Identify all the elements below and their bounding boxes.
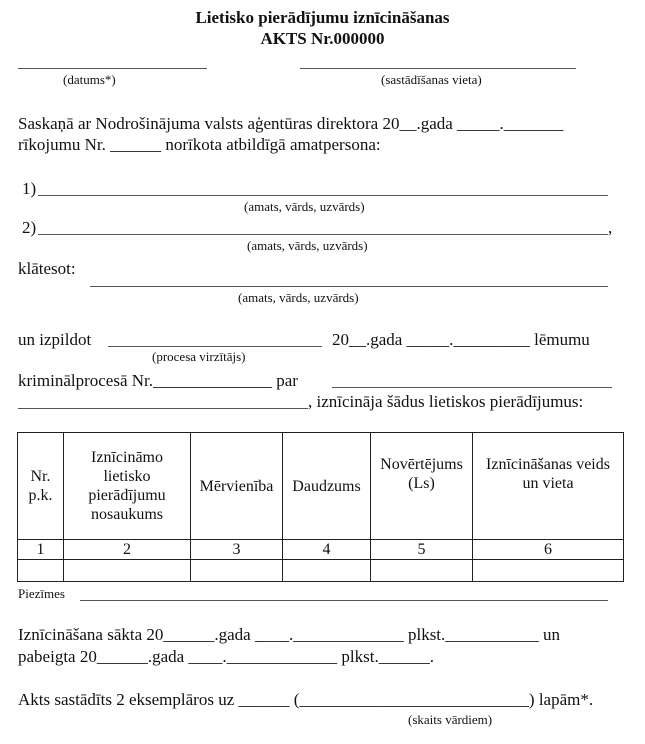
- order-paragraph-line2: rīkojumu Nr. ______ norīkota atbildīgā amatpersona:: [18, 135, 381, 154]
- present-person-field-line[interactable]: [90, 286, 608, 287]
- copies-statement: Akts sastādīts 2 eksemplāros uz ______ (___________________________) lapām*.: [18, 690, 594, 709]
- header-nr: Nr. p.k.: [18, 433, 64, 540]
- column-number: 5: [371, 540, 473, 560]
- case-subject-continuation-line[interactable]: [18, 408, 308, 409]
- evidence-table: [17, 432, 624, 582]
- official-2-comma: ,: [608, 218, 613, 237]
- column-number: 6: [473, 540, 624, 560]
- decision-date-text: 20__.gada _____._________ lēmumu: [332, 330, 590, 349]
- process-director-caption: (procesa virzītājs): [152, 349, 246, 364]
- column-number: 4: [283, 540, 371, 560]
- table-cell[interactable]: [371, 560, 473, 582]
- table-cell[interactable]: [18, 560, 64, 582]
- place-field-line[interactable]: [300, 68, 576, 69]
- header-quantity: Daudzums: [283, 433, 371, 540]
- place-caption: (sastādīšanas vieta): [381, 72, 482, 87]
- table-cell[interactable]: [473, 560, 624, 582]
- column-number: 2: [64, 540, 191, 560]
- date-field-line[interactable]: [18, 68, 207, 69]
- official-2-caption: (amats, vārds, uzvārds): [247, 238, 368, 253]
- destruction-end-text: pabeigta 20______.gada ____._____________ plkst.______.: [18, 647, 434, 666]
- destruction-start-text: Iznīcināšana sākta 20______.gada ____._____________ plkst.___________ un: [18, 625, 561, 644]
- present-person-caption: (amats, vārds, uzvārds): [238, 290, 359, 305]
- table-row: [18, 560, 624, 582]
- official-2-field-line[interactable]: [38, 234, 608, 235]
- present-label: klātesot:: [18, 259, 76, 278]
- executing-label: un izpildot: [18, 330, 92, 349]
- header-destruction-method: Iznīcināšanas veids un vieta: [473, 433, 624, 540]
- official-1-caption: (amats, vārds, uzvārds): [244, 199, 365, 214]
- official-2-prefix: 2): [22, 218, 37, 237]
- header-valuation: Novērtējums (Ls): [371, 433, 473, 540]
- official-1-field-line[interactable]: [38, 195, 608, 196]
- count-in-words-caption: (skaits vārdiem): [408, 712, 493, 727]
- notes-field-line[interactable]: [80, 600, 608, 601]
- act-number: AKTS Nr.000000: [260, 29, 385, 48]
- official-1-prefix: 1): [22, 179, 37, 198]
- destroyed-evidence-intro: , iznīcināja šādus lietiskos pierādījumus:: [308, 392, 584, 411]
- table-cell[interactable]: [64, 560, 191, 582]
- table-header-row: [18, 433, 624, 540]
- column-number: 3: [191, 540, 283, 560]
- criminal-case-text: kriminālprocesā Nr.______________ par: [18, 371, 298, 390]
- header-evidence-name: Iznīcināmo lietisko pierādījumu nosaukums: [64, 433, 191, 540]
- process-director-field-line[interactable]: [108, 346, 322, 347]
- table-cell[interactable]: [283, 560, 371, 582]
- document-title: Lietisko pierādījumu iznīcināšanas: [195, 8, 450, 27]
- column-number: 1: [18, 540, 64, 560]
- order-paragraph-line1: Saskaņā ar Nodrošinājuma valsts aģentūras direktora 20__.gada _____._______: [18, 114, 564, 133]
- column-number-row: [18, 540, 624, 560]
- date-caption: (datums*): [63, 72, 116, 87]
- case-subject-field-line[interactable]: [332, 387, 612, 388]
- notes-label: Piezīmes: [18, 586, 65, 601]
- header-unit: Mērvienība: [191, 433, 283, 540]
- table-cell[interactable]: [191, 560, 283, 582]
